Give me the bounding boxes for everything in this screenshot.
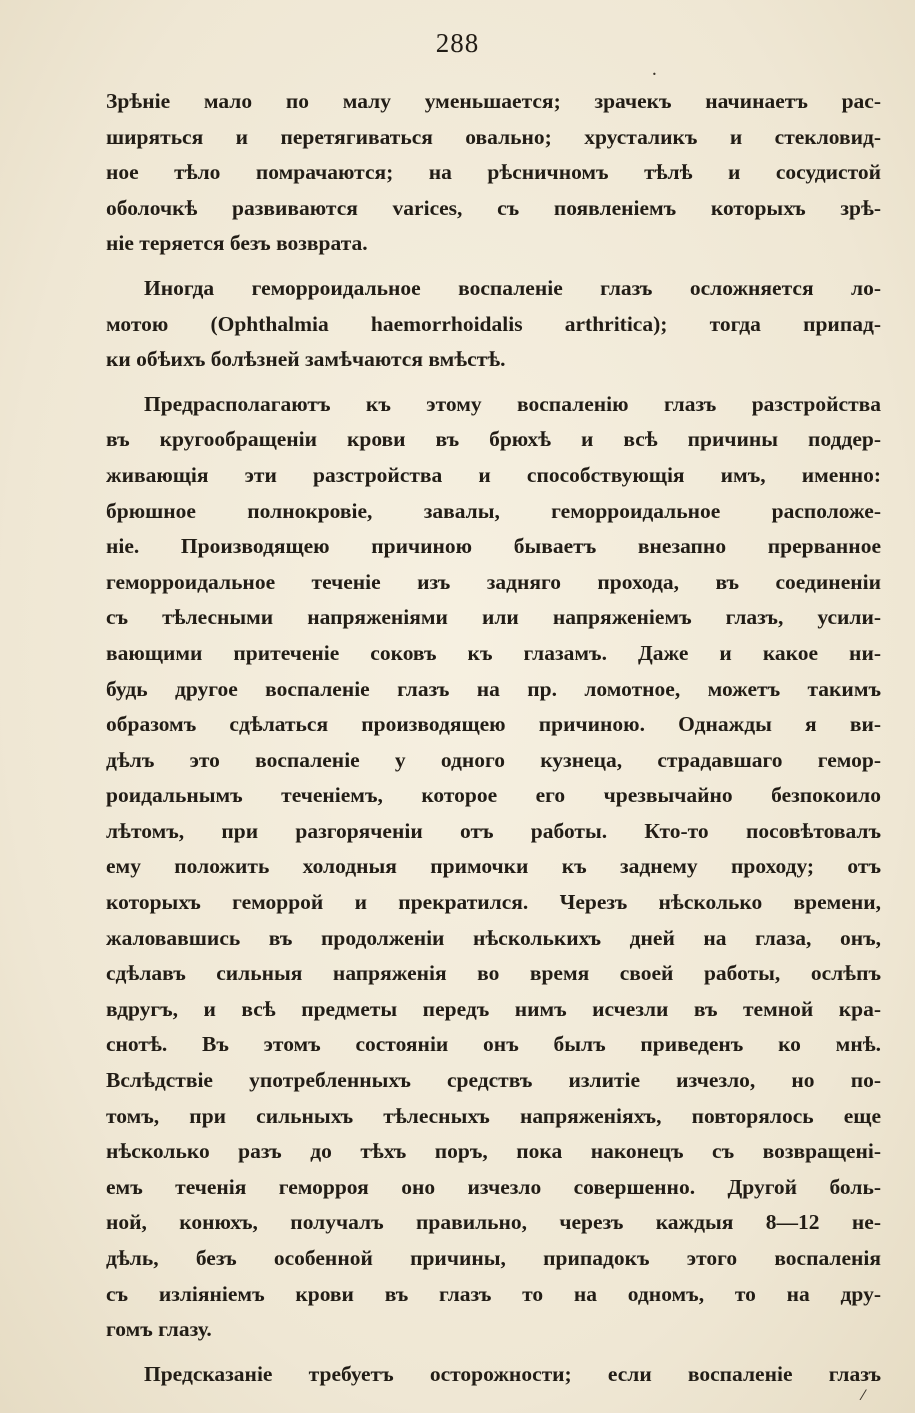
text-line: жаловавшись въ продолженіи нѣсколькихъ дней на глаза, онъ, [106, 925, 881, 950]
text-line: нѣсколько разъ до тѣхъ поръ, пока наконецъ съ возвращені- [106, 1139, 881, 1164]
text-line: Предсказаніе требуетъ осторожности; если воспаленіе глазъ [144, 1361, 881, 1386]
text-line: ніе теряется безъ возврата. [106, 231, 368, 256]
text-line: снотѣ. Въ этомъ состояніи онъ былъ приведенъ ко мнѣ. [106, 1032, 881, 1057]
print-speck-mark: • [652, 70, 657, 79]
text-line: ки обѣихъ болѣзней замѣчаются вмѣстѣ. [106, 347, 506, 372]
text-line: Вслѣдствіе употребленныхъ средствъ излитіе изчезло, но по- [106, 1068, 881, 1093]
page-number: 288 [435, 28, 480, 58]
text-line: лѣтомъ, при разгоряченіи отъ работы. Кто-то посовѣтовалъ [106, 818, 881, 843]
text-line: сдѣлавъ сильныя напряженія во время своей работы, ослѣпъ [106, 961, 881, 986]
text-line: ное тѣло помрачаются; на рѣсничномъ тѣлѣ и сосудистой [106, 160, 881, 185]
text-line: будь другое воспаленіе глазъ на пр. ломотное, можетъ такимъ [106, 676, 881, 701]
text-line: съ изліяніемъ крови въ глазъ то на одномъ, то на дру- [106, 1281, 881, 1306]
text-line: томъ, при сильныхъ тѣлесныхъ напряженіяхъ, повторялось еще [106, 1103, 881, 1128]
text-line: ширяться и перетягиваться овально; хрусталикъ и стекловид- [106, 124, 881, 149]
text-line: брюшное полнокровіе, завалы, геморроидальное расположе- [106, 498, 881, 523]
text-line: дѣль, безъ особенной причины, припадокъ этого воспаленія [106, 1246, 881, 1270]
text-line: ніе. Производящею причиною бываетъ внезапно прерванное [106, 534, 881, 559]
text-line: оболочкѣ развиваются varices, съ появленіемъ которыхъ зрѣ- [106, 195, 881, 220]
text-line: Предрасполагаютъ къ этому воспаленію глазъ разстройства [144, 391, 881, 416]
paragraph-complication [106, 271, 881, 378]
paragraph-causes [106, 387, 881, 1348]
text-line: вдругъ, и всѣ предметы передъ нимъ исчезли въ темной кра- [106, 996, 881, 1021]
text-line: вающими притеченіе соковъ къ глазамъ. Даже и какое ни- [106, 640, 881, 665]
text-line: въ кругообращеніи крови въ брюхѣ и всѣ причины поддер- [106, 427, 881, 452]
text-line: съ тѣлесными напряженіями или напряженіемъ глазъ, усили- [106, 605, 881, 630]
text-line: образомъ сдѣлаться производящею причиною. Однажды я ви- [106, 712, 881, 737]
text-line: Зрѣніе мало по малу уменьшается; зрачекъ начинаетъ рас- [106, 89, 881, 113]
text-line: роидальнымъ теченіемъ, которое его чрезвычайно безпокоило [106, 783, 881, 808]
text-line: емъ теченія геморроя оно изчезло совершенно. Другой боль- [106, 1174, 881, 1199]
text-line: геморроидальное теченіе изъ задняго прохода, въ соединеніи [106, 569, 881, 594]
text-line: гомъ глазу. [106, 1317, 212, 1342]
text-line: ему положить холодныя примочки къ заднему проходу; отъ [106, 854, 881, 879]
paragraph-prognosis [106, 1357, 881, 1393]
paragraph-symptoms [106, 84, 881, 262]
text-line: мотою (Ophthalmia haemorrhoidalis arthritica); тогда припад- [106, 311, 881, 336]
print-speck-mark: ⁄ [862, 1388, 865, 1404]
text-line: Иногда геморроидальное воспаленіе глазъ осложняется ло- [144, 275, 881, 300]
text-line: дѣлъ это воспаленіе у одного кузнеца, страдавшаго гемор- [106, 747, 881, 772]
text-line: которыхъ геморрой и прекратился. Черезъ нѣсколько времени, [106, 890, 881, 915]
text-line: живающія эти разстройства и способствующія имъ, именно: [106, 462, 881, 487]
text-line: ной, конюхъ, получалъ правильно, черезъ каждыя 8—12 не- [106, 1210, 881, 1235]
body-text [106, 84, 881, 1392]
